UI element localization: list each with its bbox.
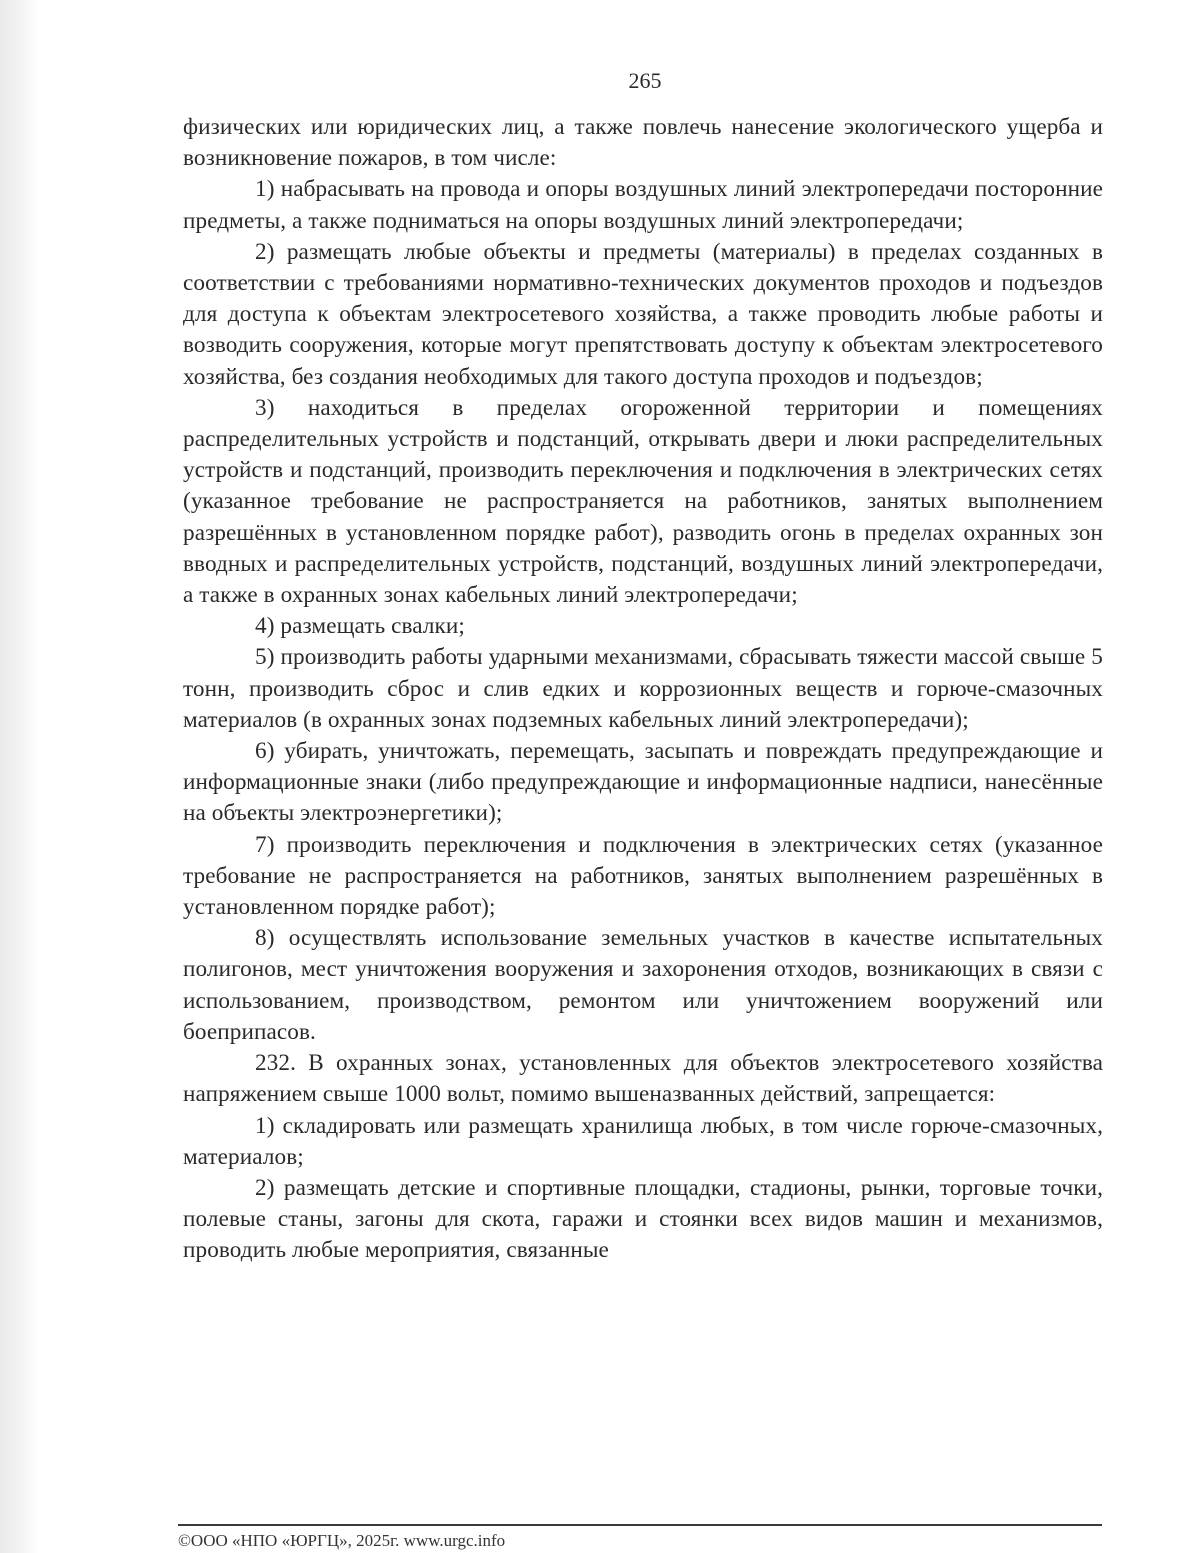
scan-edge-shadow: [0, 0, 40, 1553]
clause-232-item-1: 1) складировать или размещать хранилища любых, в том числе горюче-смазочных, материалов;: [183, 1112, 1103, 1170]
footer-divider: [178, 1524, 1102, 1526]
list-item-5: 5) производить работы ударными механизмами, сбрасывать тяжести массой свыше 5 тонн, производить сброс и слив едких и коррозионных веществ и горюче-смазочных материалов (в охранных зонах подземных кабельных линий электропередачи);: [183, 644, 1103, 733]
list-item-3: 3) находиться в пределах огороженной территории и помещениях распределительных устройств и подстанций, открывать двери и люки распределительных устройств и подстанций, производить переключения и подключения в электрических сетях (указанное требование не распространяется на работников, занятых выполнением разрешённых в установленном порядке работ), разводить огонь в пределах охранных зон вводных и распределительных устройств, подстанций, воздушных линий электропередачи, а также в охранных зонах кабельных линий электропередачи;: [183, 394, 1103, 609]
list-item-2: 2) размещать любые объекты и предметы (материалы) в пределах созданных в соответствии с требованиями нормативно-технических документов проходов и подъездов для доступа к объектам электросетевого хозяйства, а также проводить любые работы и возводить сооружения, которые могут препятствовать доступу к объектам электросетевого хозяйства, без создания необходимых для такого доступа проходов и подъездов;: [183, 238, 1103, 390]
document-body: [183, 112, 1103, 1267]
list-item-6: 6) убирать, уничтожать, перемещать, засыпать и повреждать предупреждающие и информационные знаки (либо предупреждающие и информационные надписи, нанесённые на объекты электроэнергетики);: [183, 738, 1103, 827]
footer-copyright: ©ООО «НПО «ЮРГЦ», 2025г. www.urgc.info: [178, 1531, 506, 1550]
list-item-8: 8) осуществлять использование земельных участков в качестве испытательных полигонов, мест уничтожения вооружения и захоронения отходов, возникающих в связи с использованием, производством, ремонтом или уничтожением вооружений или боеприпасов.: [183, 925, 1103, 1045]
list-item-7: 7) производить переключения и подключения в электрических сетях (указанное требование не распространяется на работников, занятых выполнением разрешённых в установленном порядке работ);: [183, 831, 1103, 921]
paragraph-continuation: физических или юридических лиц, а также повлечь нанесение экологического ущерба и возникновение пожаров, в том числе:: [183, 114, 1103, 172]
list-item-4: 4) размещать свалки;: [255, 613, 465, 640]
clause-232: 232. В охранных зонах, установленных для объектов электросетевого хозяйства напряжением свыше 1000 вольт, помимо вышеназванных действий, запрещается:: [183, 1050, 1103, 1108]
clause-232-item-2: 2) размещать детские и спортивные площадки, стадионы, рынки, торговые точки, полевые станы, загоны для скота, гаражи и стоянки всех видов машин и механизмов, проводить любые мероприятия, связанные: [183, 1174, 1103, 1264]
page-number: 265: [628, 68, 662, 93]
list-item-1: 1) набрасывать на провода и опоры воздушных линий электропередачи посторонние предметы, а также подниматься на опоры воздушных линий электропередачи;: [183, 176, 1103, 234]
